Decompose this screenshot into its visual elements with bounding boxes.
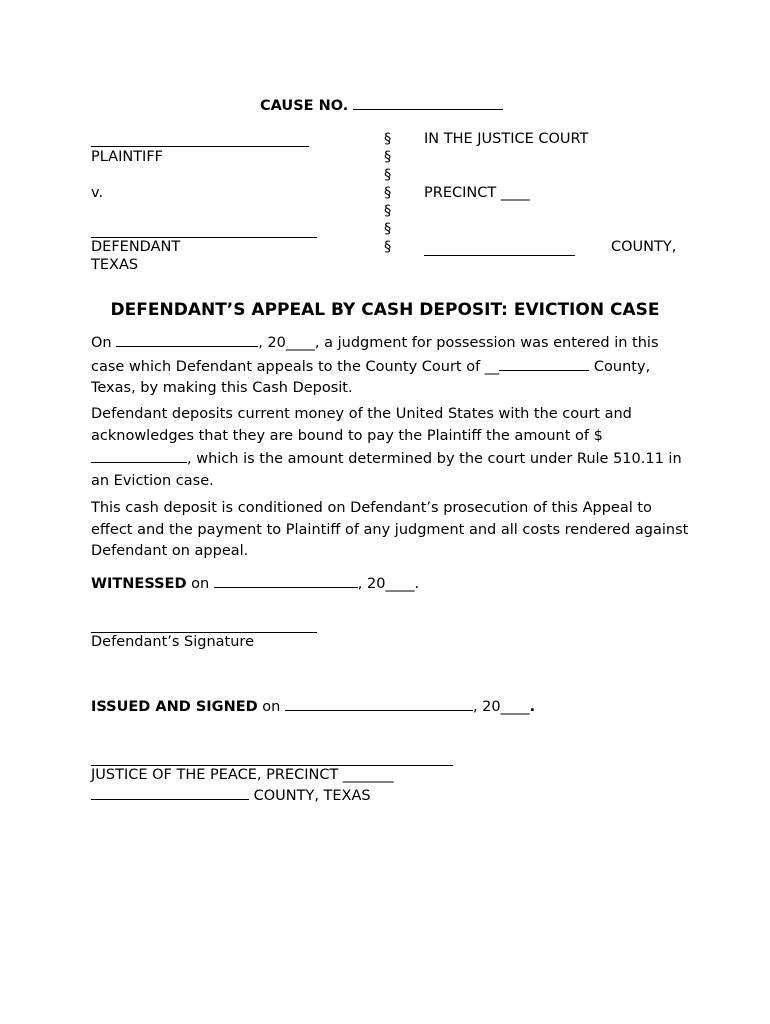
paragraph-deposit <box>91 404 691 492</box>
issued-year: , 20____ <box>472 699 530 715</box>
justice-title: JUSTICE OF THE PEACE, PRECINCT _______ <box>91 767 394 783</box>
section-symbol: § <box>384 167 392 183</box>
cause-label: CAUSE NO. <box>260 98 349 114</box>
judgment-date-blank <box>116 331 258 347</box>
paragraph-condition: This cash deposit is conditioned on Defendant’s prosecution of this Appeal to effect and the payment to Plaintiff of any judgment and all costs rendered against Defendant on appeal. <box>91 500 689 559</box>
versus-label: v. <box>91 185 104 201</box>
witnessed-year: , 20____. <box>357 576 420 592</box>
justice-county-line <box>91 784 371 805</box>
witnessed-on: on <box>191 576 210 592</box>
court-label: IN THE JUSTICE COURT <box>424 131 589 147</box>
county-blank <box>424 255 575 256</box>
p2-text-end: , which is the amount determined by the court under Rule 510.11 in an Eviction case. <box>91 451 682 489</box>
section-symbol: § <box>384 131 392 147</box>
plaintiff-blank <box>91 146 309 147</box>
defendant-label: DEFENDANT <box>91 239 181 255</box>
issued-label: ISSUED AND SIGNED <box>91 699 258 715</box>
cause-number-blank <box>353 94 503 110</box>
justice-county-texas: COUNTY, TEXAS <box>253 788 371 804</box>
county-court-blank <box>499 355 589 371</box>
p1-text-main: , 20____, a judgment for possession was entered in this case which Defendant appeals to the County Court of __ <box>91 335 659 375</box>
paragraph-judgment <box>91 331 691 400</box>
cause-number <box>260 94 503 115</box>
amount-blank <box>91 447 187 463</box>
plaintiff-label: PLAINTIFF <box>91 149 164 165</box>
county-label: COUNTY, <box>611 239 677 255</box>
precinct-label: PRECINCT ____ <box>424 185 530 201</box>
section-symbol: § <box>384 239 392 255</box>
section-symbol: § <box>384 149 392 165</box>
defendant-signature-label: Defendant’s Signature <box>91 634 254 650</box>
issued-date-blank <box>285 695 473 711</box>
texas-label: TEXAS <box>91 257 139 273</box>
document-title: DEFENDANT’S APPEAL BY CASH DEPOSIT: EVICTION CASE <box>110 300 660 320</box>
justice-county-blank <box>91 784 249 800</box>
issued-on: on <box>262 699 281 715</box>
section-symbol: § <box>384 221 392 237</box>
p2-text-main: Defendant deposits current money of the United States with the court and acknowledges that they are bound to pay the Plaintiff the amount of $ <box>91 406 632 444</box>
p1-text-end: County, Texas, by making this Cash Deposit. <box>91 358 651 396</box>
witnessed-date-blank <box>214 572 358 588</box>
witnessed-line <box>91 572 419 593</box>
section-symbol: § <box>384 185 392 201</box>
witnessed-label: WITNESSED <box>91 576 187 592</box>
issued-period: . <box>529 699 536 715</box>
issued-line <box>91 695 535 716</box>
section-symbol: § <box>384 203 392 219</box>
p1-text-on: On <box>91 335 112 351</box>
